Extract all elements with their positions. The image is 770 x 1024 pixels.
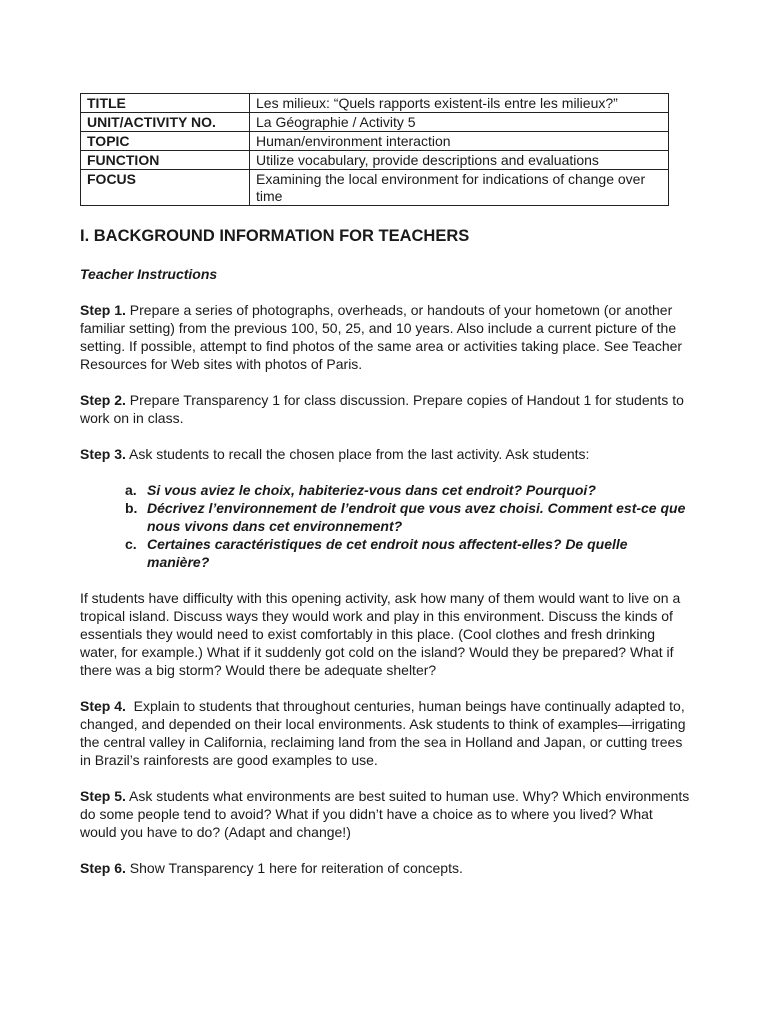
step-4 (80, 697, 690, 769)
step-text: Show Transparency 1 here for reiteration of concepts. (125, 860, 463, 876)
table-row (81, 151, 669, 170)
teacher-instructions-heading: Teacher Instructions (80, 266, 218, 282)
question-list (125, 481, 690, 571)
row-key: FOCUS (81, 170, 250, 206)
list-item (125, 499, 690, 535)
row-key: FUNCTION (81, 151, 250, 170)
question-text: Certaines caractéristiques de cet endroit nous affectent-elles? De quelle manière? (147, 536, 628, 570)
table-row (81, 94, 669, 113)
step-1 (80, 301, 690, 373)
list-marker: a. (125, 482, 137, 498)
step-label: Step 1. (80, 302, 126, 318)
row-value: Utilize vocabulary, provide descriptions and evaluations (250, 151, 669, 170)
section-heading: I. BACKGROUND INFORMATION FOR TEACHERS (80, 227, 470, 245)
row-value: La Géographie / Activity 5 (250, 113, 669, 132)
step-5 (80, 787, 690, 841)
row-key: UNIT/ACTIVITY NO. (81, 113, 250, 132)
row-value: Les milieux: “Quels rapports existent-ils entre les milieux?” (250, 94, 669, 113)
row-value: Examining the local environment for indications of change over time (250, 170, 669, 206)
row-key: TOPIC (81, 132, 250, 151)
step-text: Ask students what environments are best suited to human use. Why? Which environments do some people tend to avoid? What if you didn’t have a choice as to where you lived? What would you have to do? (Adapt and change!) (80, 788, 690, 840)
list-marker: b. (125, 500, 138, 516)
step-6 (80, 859, 690, 877)
table-row (81, 113, 669, 132)
step-label: Step 2. (80, 392, 126, 408)
activity-info-table (80, 93, 669, 206)
step-label: Step 6. (80, 860, 126, 876)
step-label: Step 4. (80, 698, 126, 714)
step-2 (80, 391, 690, 427)
list-marker: c. (125, 536, 137, 552)
document-page (80, 93, 690, 877)
table-row (81, 132, 669, 151)
step-label: Step 3. (80, 446, 126, 462)
question-text: Si vous aviez le choix, habiteriez-vous dans cet endroit? Pourquoi? (147, 482, 596, 498)
list-item (125, 535, 690, 571)
step-text: Ask students to recall the chosen place from the last activity. Ask students: (125, 446, 590, 462)
question-text: Décrivez l’environnement de l’endroit que vous avez choisi. Comment est-ce que nous vivons dans cet environnement? (147, 500, 686, 534)
row-key: TITLE (81, 94, 250, 113)
row-value: Human/environment interaction (250, 132, 669, 151)
step-label: Step 5. (80, 788, 126, 804)
table-row (81, 170, 669, 206)
step-text: Prepare a series of photographs, overheads, or handouts of your hometown (or another familiar setting) from the previous 100, 50, 25, and 10 years. Also include a current picture of the setting. If possible, attempt to find photos of the same area or activities taking place. See Teacher Resources for Web sites with photos of Paris. (80, 302, 683, 372)
step-3 (80, 445, 690, 463)
step-text: Prepare Transparency 1 for class discussion. Prepare copies of Handout 1 for students to work on in class. (80, 392, 684, 426)
step-text: Explain to students that throughout centuries, human beings have continually adapted to, changed, and depended on their local environments. Ask students to think of examples—irrigating the central valley in California, reclaiming land from the sea in Holland and Japan, or cutting trees in Brazil’s rainforests are good examples to use. (80, 698, 690, 768)
difficulty-paragraph: If students have difficulty with this opening activity, ask how many of them would want to live on a tropical island. Discuss ways they would work and play in this environment. Discuss the kinds of essentials they would need to exist comfortably in this place. (Cool clothes and fresh drinking water, for example.) What if it suddenly got cold on the island? Would they be prepared? What if there was a big storm? Would there be adequate shelter? (80, 590, 681, 678)
list-item (125, 481, 690, 499)
